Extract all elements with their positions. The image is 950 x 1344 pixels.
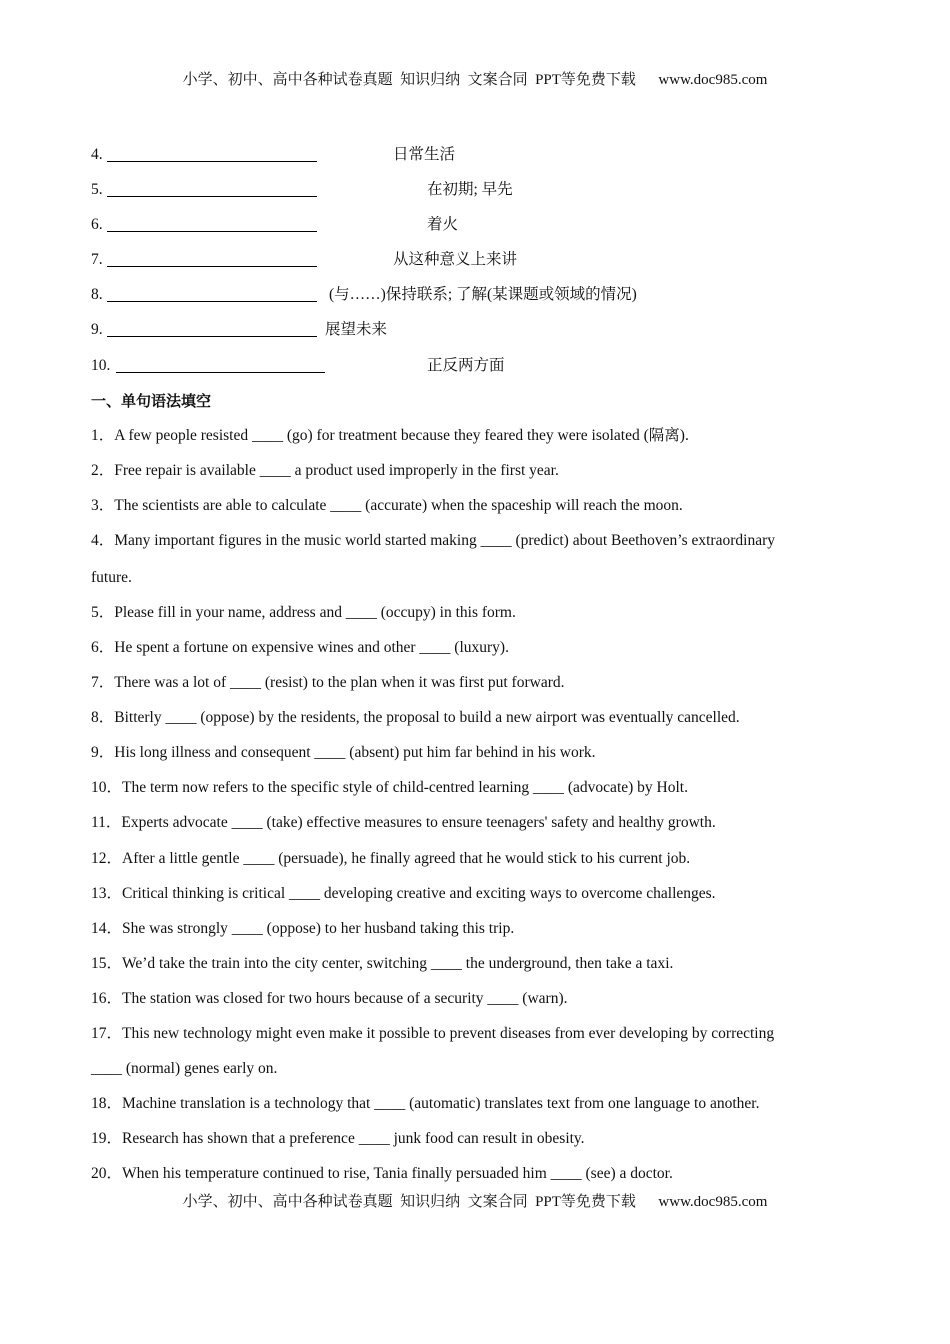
question-8: 8．Bitterly ____ (oppose) by the residents, the proposal to build a new airport was eventually cancelled.: [91, 709, 740, 726]
vocab-meaning: 从这种意义上来讲: [393, 251, 518, 268]
vocab-number: 7.: [91, 251, 103, 268]
vocab-row: [91, 319, 388, 341]
question-9: 9．His long illness and consequent ____ (absent) put him far behind in his work.: [91, 744, 596, 761]
question-20: 20．When his temperature continued to rise, Tania finally persuaded him ____ (see) a doctor.: [91, 1165, 673, 1182]
answer-blank[interactable]: [107, 231, 317, 232]
vocab-number: 8.: [91, 286, 103, 303]
vocab-number: 10.: [91, 357, 111, 374]
answer-blank[interactable]: [116, 372, 325, 373]
question-4-continued: future.: [91, 569, 132, 586]
page-footer: 小学、初中、高中各种试卷真题 知识归纳 文案合同 PPT等免费下载 www.doc985.com: [182, 1194, 768, 1210]
question-7: 7．There was a lot of ____ (resist) to the plan when it was first put forward.: [91, 674, 565, 691]
page-header: 小学、初中、高中各种试卷真题 知识归纳 文案合同 PPT等免费下载 www.doc985.com: [182, 72, 768, 88]
vocab-number: 5.: [91, 181, 103, 198]
vocab-number: 6.: [91, 216, 103, 233]
vocab-row: [91, 214, 459, 236]
question-6: 6．He spent a fortune on expensive wines and other ____ (luxury).: [91, 639, 509, 656]
question-12: 12．After a little gentle ____ (persuade), he finally agreed that he would stick to his current job.: [91, 850, 691, 867]
question-17-continued: ____ (normal) genes early on.: [91, 1060, 278, 1077]
vocab-meaning: 展望未来: [325, 321, 388, 338]
question-14: 14．She was strongly ____ (oppose) to her husband taking this trip.: [91, 920, 515, 937]
question-4: 4．Many important figures in the music world started making ____ (predict) about Beethoven’s extraordinary: [91, 532, 775, 549]
answer-blank[interactable]: [107, 266, 317, 267]
vocab-row: [91, 144, 456, 166]
question-5: 5．Please fill in your name, address and ____ (occupy) in this form.: [91, 604, 516, 621]
question-13: 13．Critical thinking is critical ____ developing creative and exciting ways to overcome challenges.: [91, 885, 716, 902]
answer-blank[interactable]: [107, 161, 317, 162]
question-3: 3．The scientists are able to calculate ____ (accurate) when the spaceship will reach the moon.: [91, 497, 683, 514]
vocab-number: 4.: [91, 146, 103, 163]
vocab-meaning: 日常生活: [393, 146, 456, 163]
vocab-number: 9.: [91, 321, 103, 338]
vocab-meaning: (与……)保持联系; 了解(某课题或领域的情况): [329, 286, 637, 303]
question-11: 11．Experts advocate ____ (take) effective measures to ensure teenagers' safety and healthy growth.: [91, 814, 716, 831]
section-title: 一、单句语法填空: [91, 392, 212, 410]
vocab-row: [91, 249, 518, 271]
vocab-meaning: 正反两方面: [427, 357, 505, 374]
vocab-meaning: 着火: [427, 216, 459, 233]
answer-blank[interactable]: [107, 336, 317, 337]
question-16: 16．The station was closed for two hours because of a security ____ (warn).: [91, 990, 568, 1007]
answer-blank[interactable]: [107, 196, 317, 197]
question-1: 1．A few people resisted ____ (go) for treatment because they feared they were isolated (隔离).: [91, 427, 689, 444]
vocab-row: [91, 284, 637, 306]
question-15: 15．We’d take the train into the city center, switching ____ the underground, then take a taxi.: [91, 955, 674, 972]
vocab-row: [91, 179, 513, 201]
answer-blank[interactable]: [107, 301, 317, 302]
question-18: 18．Machine translation is a technology that ____ (automatic) translates text from one language to another.: [91, 1095, 760, 1112]
question-10: 10．The term now refers to the specific style of child-centred learning ____ (advocate) by Holt.: [91, 779, 688, 796]
question-2: 2．Free repair is available ____ a product used improperly in the first year.: [91, 462, 559, 479]
question-17: 17．This new technology might even make it possible to prevent diseases from ever developing by correcting: [91, 1025, 775, 1042]
question-19: 19．Research has shown that a preference ____ junk food can result in obesity.: [91, 1130, 585, 1147]
vocab-row: [91, 355, 505, 377]
vocab-meaning: 在初期; 早先: [427, 181, 513, 198]
